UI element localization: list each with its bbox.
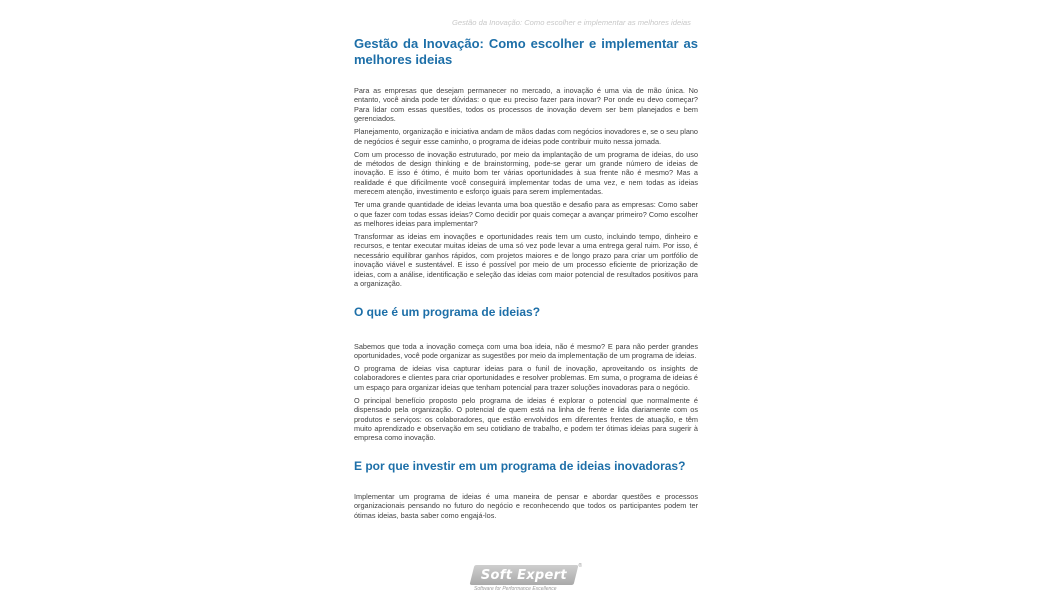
logo-text: Soft Expert: [480, 567, 567, 583]
registered-mark: ®: [578, 563, 582, 569]
paragraph: Planejamento, organização e iniciativa andam de mãos dadas com negócios inovadores e, se o seu plano de negócios é seguir esse caminho, o programa de ideias pode contribuir muito nessa jornada.: [354, 127, 698, 146]
logo-tagline: Software for Performance Excellence: [474, 586, 557, 592]
logo-mark: [470, 565, 579, 585]
running-header: Gestão da Inovação: Como escolher e implementar as melhores ideias: [452, 18, 691, 27]
document-content: [354, 36, 698, 524]
paragraph: Com um processo de inovação estruturado, por meio da implantação de um programa de ideias, do uso de métodos de design thinking e de brainstorming, pode-se gerar um grande número de ideias de inovação. E isso é ótimo, é muito bom ter várias oportunidades à sua frente não é mesmo? Mas a realidade é que dificilmente você conseguirá implementar todas de uma vez, e nem todas as ideias merecem atenção, investimento e esforço iguais para serem implementadas.: [354, 149, 698, 197]
section-programa: [354, 342, 698, 443]
paragraph: O programa de ideias visa capturar ideias para o funil de inovação, aproveitando os insights de colaboradores e clientes para criar oportunidades e resolver problemas. Em suma, o programa de ideias é um espaço para organizar ideias que tenham potencial para trazer soluções inovadoras para o negócio.: [354, 363, 698, 392]
document-title: Gestão da Inovação: Como escolher e implementar as melhores ideias: [354, 36, 698, 67]
section-heading-investir: E por que investir em um programa de ideias inovadoras?: [354, 458, 686, 473]
paragraph: Sabemos que toda a inovação começa com uma boa ideia, não é mesmo? E para não perder grandes oportunidades, você pode organizar as sugestões por meio da implementação de um programa de ideias.: [354, 341, 698, 360]
paragraph: Transformar as ideias em inovações e oportunidades reais tem um custo, incluindo tempo, dinheiro e recursos, e tentar executar muitas ideias de uma só vez pode levar a uma entrega geral ruim. Por isso, é necessário equilibrar ganhos rápidos, com projetos maiores e de longo prazo para criar um portfólio de inovação viável e sustentável. E isso é possível por meio de um processo eficiente de priorização de ideias, com a análise, identificação e seleção das ideias com maior potencial de resultados positivos para a organização.: [354, 232, 698, 289]
paragraph: O principal benefício proposto pelo programa de ideias é explorar o potencial que normalmente é dispensado pela organização. O potencial de quem está na linha de frente e lida diariamente com os produtos e serviços: os colaboradores, que estão envolvidos em diferentes frentes de atuação, e têm muito aprendizado e observação em seu cotidiano de trabalho, e podem ter ótimas ideias para sugerir à empresa como inovação.: [354, 395, 698, 443]
paragraph: Implementar um programa de ideias é uma maneira de pensar e abordar questões e processos organizacionais pensando no futuro do negócio e reconhecendo que todos os participantes podem ter ótimas ideias, basta saber como engajá-los.: [354, 491, 698, 520]
intro-section: [354, 86, 698, 289]
section-investir: [354, 492, 698, 520]
softexpert-logo: [470, 563, 582, 595]
section-heading-programa: O que é um programa de ideias?: [354, 304, 541, 319]
paragraph: Ter uma grande quantidade de ideias levanta uma boa questão e desafio para as empresas: Como saber o que fazer com todas essas ideias? Como decidir por quais começar a avançar primeiro? Como escolher as melhores ideias para implementar?: [354, 200, 698, 229]
paragraph: Para as empresas que desejam permanecer no mercado, a inovação é uma via de mão única. No entanto, você ainda pode ter dúvidas: o que eu preciso fazer para inovar? Por onde eu devo começar? Para lidar com essas questões, todos os processos de inovação devem ser bem planejados e bem gerenciados.: [354, 86, 698, 124]
